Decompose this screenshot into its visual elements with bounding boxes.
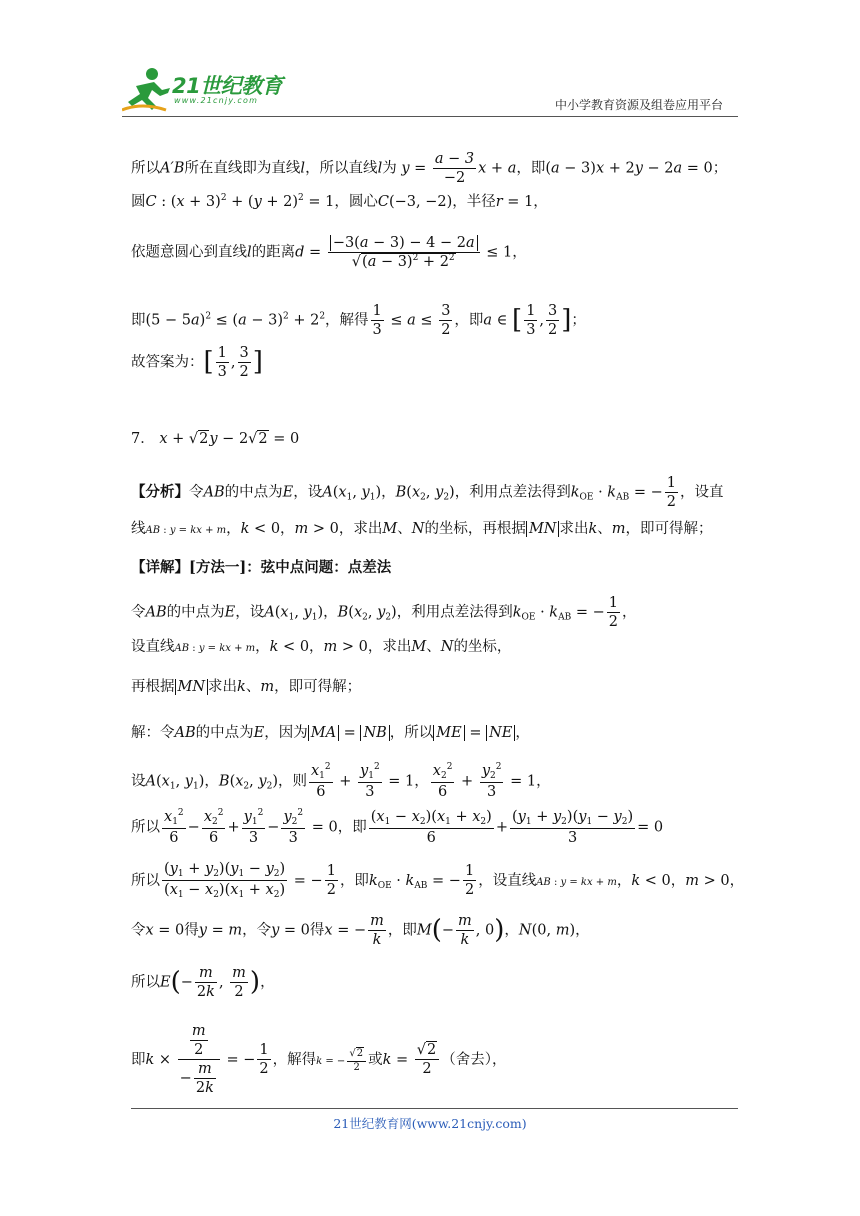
solution-step-3: 所以 $\frac{x_1^2}{6}$ − $\frac{x_2^2}{6}$ + $\frac{y_1^2}{3}$ − $\frac{y_2^2}{3}$ = 0，即 $\frac{(x_1 - x_2)(x_1 + x_2)}{6}$ + $\frac{(y_1 + y_2)(y_1 - y_2)}{3}$ = 0 [131, 808, 664, 847]
header-tagline: 中小学教育资源及组卷应用平台 [554, 98, 723, 112]
analysis-line-1: 【分析】令AB的中点为E，设$A(x_1$, $y_1$)，$B(x_2$, $y_2$)，利用点差法得到$k_{OE} \cdot k_{AB}$ = − $\frac{1}{2}$ ，设直 [131, 475, 724, 511]
detail-line-3: 再根据 MN 求出k、m，即可得解； [131, 679, 362, 695]
logo-url: www.21cnjy.com [174, 96, 259, 105]
detail-heading: 【详解】[方法一]：弦中点问题：点差法 [131, 559, 392, 576]
detail-line-2: 设直线AB : y = kx + m，k < 0，m > 0，求出M、N的坐标， [131, 639, 512, 655]
solution-step-5: 令x = 0得y = m，令y = 0得x = − $\frac{m}{k}$ ，即M(− $\frac{m}{k}$ , 0)，N(0, m)， [131, 913, 590, 949]
solution-line-2: 圆C : $(x + 3)^2 + (y + 2)^2 = 1$，圆心C(−3, −2)，半径r = 1， [131, 193, 548, 210]
solution-step-4: 所以 $\frac{(y_1 + y_2)(y_1 - y_2)}{(x_1 - x_2)(x_1 + x_2)}$ = − $\frac{1}{2}$ ，即$k_{OE} \cdot k_{AB}$ = − $\frac{1}{2}$ ，设直线AB : y = kx + m，k < 0，m > 0， [131, 861, 745, 901]
solution-line-4: 即$(5 - 5a)^2 \le (a - 3)^2 + 2^2$，解得 $\frac{1}{3}$ ≤ a ≤ $\frac{3}{2}$ ，即a ∈ [ $\frac{1}{3}$ , $\frac{3}{2}$ ]； [131, 303, 586, 339]
brand-logo [122, 66, 292, 116]
solution-step-7: 即k × $\frac{m}{2}$ − $\frac{m}{2k}$ = − $\frac{1}{2}$ ，解得k = − $\frac{√2}{2}$ 或k = $\frac{√2}{2}$ （舍去）， [131, 1023, 507, 1097]
header-divider [122, 116, 738, 117]
question-7-answer: 7． x + √2y − 2√2 = 0 [131, 431, 300, 447]
solution-line-3: 依题意圆心到直线l的距离d = $\frac{-3(a - 3) - 4 - 2a}{√(a - 3)^2 + 2^2}$ ≤ 1， [131, 235, 527, 271]
analysis-line-2: 线AB : y = kx + m，k < 0，m > 0，求出M、N的坐标，再根据 MN 求出k、m，即可得解； [131, 521, 713, 537]
page-header [0, 0, 860, 120]
runner-logo-icon [122, 66, 174, 112]
detail-line-1: 令AB的中点为E，设$A(x_1$, $y_1$)，$B(x_2$, $y_2$)，利用点差法得到$k_{OE} \cdot k_{AB}$ = − $\frac{1}{2}$ ， [131, 595, 637, 631]
solution-step-1: 解：令AB的中点为E，因为 MA = NB ，所以 ME = NE ， [131, 725, 530, 741]
logo-text: 21世纪教育 [172, 74, 283, 98]
solution-step-6: 所以E(− $\frac{m}{2k}$ , $\frac{m}{2}$ )， [131, 965, 275, 1001]
solution-step-2: 设$A(x_1$, $y_1$)，$B(x_2$, $y_2$)，则 $\frac{x_1^2}{6}$ + $\frac{y_1^2}{3}$ = 1， $\frac{x_2^2}{6}$ + $\frac{y_2^2}{3}$ = 1， [131, 762, 551, 801]
footer-link[interactable]: 21世纪教育网(www.21cnjy.com) [333, 1116, 527, 1131]
footer-divider [131, 1108, 738, 1109]
answer-line: 故答案为：[ $\frac{1}{3}$ , $\frac{3}{2}$ ] [131, 345, 263, 381]
solution-line-1: 所以A′B所在直线即为直线l，所以直线l为 y = $\frac{a - 3}{-2}$ x + a，即(a − 3)x + 2y − 2a = 0； [131, 151, 728, 187]
